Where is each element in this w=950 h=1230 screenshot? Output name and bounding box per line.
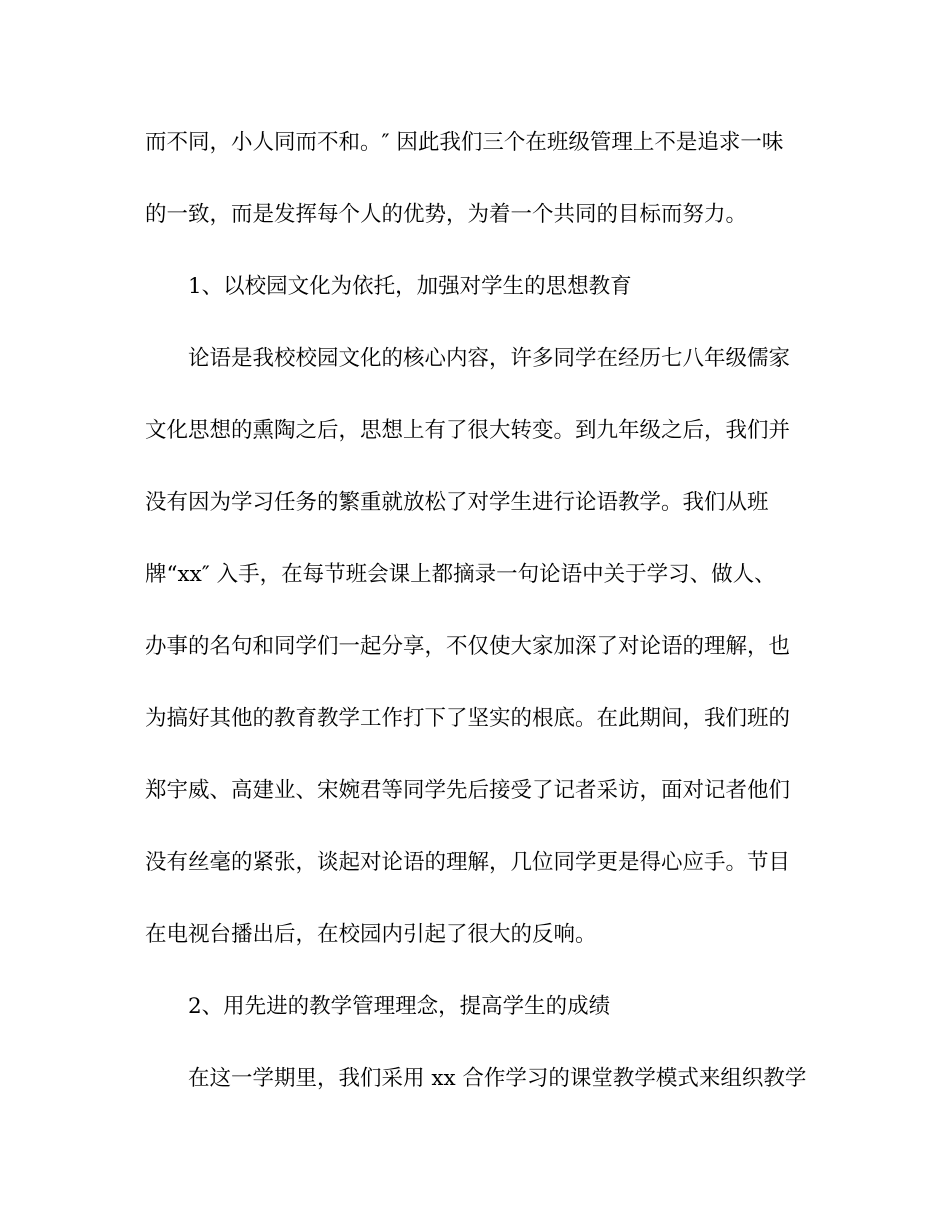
paragraph-line: 郑宇威、高建业、宋婉君等同学先后接受了记者采访，面对记者他们 (145, 778, 791, 803)
paragraph-line: 在电视台播出后，在校园内引起了很大的反响。 (145, 922, 597, 947)
paragraph-line: 没有因为学习任务的繁重就放松了对学生进行论语教学。我们从班 (145, 490, 769, 515)
paragraph-line: 为搞好其他的教育教学工作打下了坚实的根底。在此期间，我们班的 (145, 706, 791, 731)
section-heading-1: 1、以校园文化为依托，加强对学生的思想教育 (188, 274, 632, 299)
paragraph-line: 没有丝毫的紧张，谈起对论语的理解，几位同学更是得心应手。节目 (145, 850, 791, 875)
paragraph-line: 的一致，而是发挥每个人的优势，为着一个共同的目标而努力。 (145, 202, 748, 227)
section-heading-2: 2、用先进的教学管理理念，提高学生的成绩 (188, 994, 611, 1019)
paragraph-line: 办事的名句和同学们一起分享，不仅使大家加深了对论语的理解，也 (145, 634, 791, 659)
paragraph-line: 文化思想的熏陶之后，思想上有了很大转变。到九年级之后，我们并 (145, 418, 791, 443)
paragraph-line: 而不同，小人同而不和。″ 因此我们三个在班级管理上不是追求一味 (145, 130, 784, 155)
paragraph-line: 牌“xx″ 入手，在每节班会课上都摘录一句论语中关于学习、做人、 (145, 562, 776, 587)
paragraph-line: 在这一学期里，我们采用 xx 合作学习的课堂教学模式来组织教学 (188, 1066, 807, 1091)
paragraph-line: 论语是我校校园文化的核心内容，许多同学在经历七八年级儒家 (188, 346, 791, 371)
